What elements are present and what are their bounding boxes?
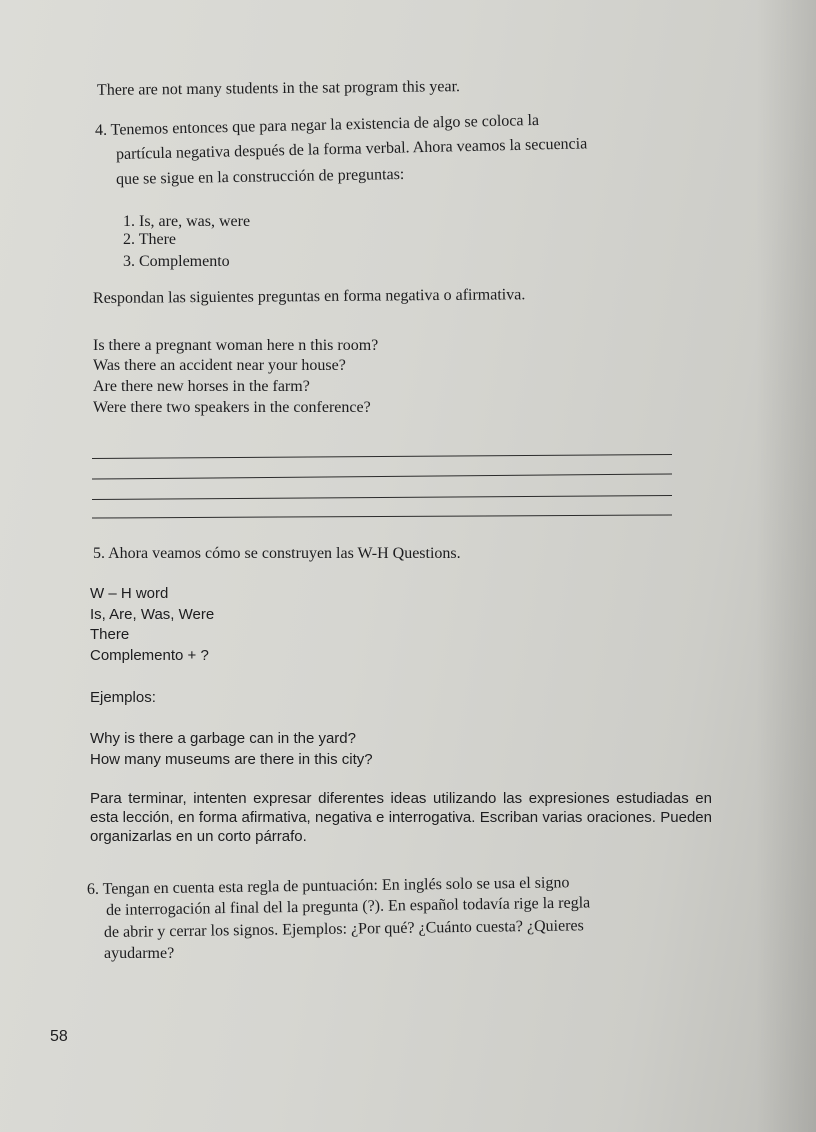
answer-line-2[interactable] [92,473,672,479]
structure-1: W – H word [90,585,169,602]
question-4: Were there two speakers in the conference? [93,399,371,416]
question-2: Was there an accident near your house? [93,357,346,374]
structure-2: Is, Are, Was, Were [90,606,215,623]
answer-line-4[interactable] [92,514,672,518]
step-3: 3. Complemento [123,253,230,270]
answer-line-3[interactable] [92,495,672,500]
example-2: How many museums are there in this city? [90,751,373,768]
examples-label: Ejemplos: [90,689,156,706]
section-4-line-2: partícula negativa después de la forma verbal. Ahora veamos la secuencia [115,135,588,163]
section-4-number: 4. [94,121,108,139]
example-1: Why is there a garbage can in the yard? [90,730,356,747]
section-4-line-3: que se sigue en la construcción de preguntas: [115,165,405,188]
question-1: Is there a pregnant woman here n this room? [93,337,379,354]
section-6-line-4: ayudarme? [104,945,175,962]
section-6-line-3: de abrir y cerrar los signos. Ejemplos: ¿Por qué? ¿Cuánto cuesta? ¿Quieres [103,917,584,941]
instruction: Respondan las siguientes preguntas en forma negativa o afirmativa. [92,286,526,307]
page-edge-shadow [756,0,816,1132]
structure-3: There [90,626,130,643]
step-1: 1. Is, are, was, were [123,213,251,230]
section-4-line-1-text: Tenemos entonces que para negar la existencia de algo se coloca la [110,111,540,139]
answer-line-1[interactable] [92,454,672,459]
section-6-line-1: 6. Tengan en cuenta esta regla de puntuación: En inglés solo se usa el signo [86,874,570,898]
structure-4: Complemento + ? [90,647,209,664]
section-5-heading: 5. Ahora veamos cómo se construyen las W-H Questions. [93,545,461,562]
step-2: 2. There [123,231,177,248]
page-number: 58 [50,1028,68,1045]
closing-paragraph: Para terminar, intenten expresar diferentes ideas utilizando las expresiones estudiadas en esta lección, en forma afirmativa, negativa e interrogativa. Escriban varias oraciones. Pueden organizarlas en un corto párrafo. [90,790,712,845]
question-3: Are there new horses in the farm? [93,378,310,395]
intro-sentence: There are not many students in the sat program this year. [96,78,461,99]
section-6-line-2: de interrogación al final del la pregunta (?). En español todavía rige la regla [105,894,591,919]
